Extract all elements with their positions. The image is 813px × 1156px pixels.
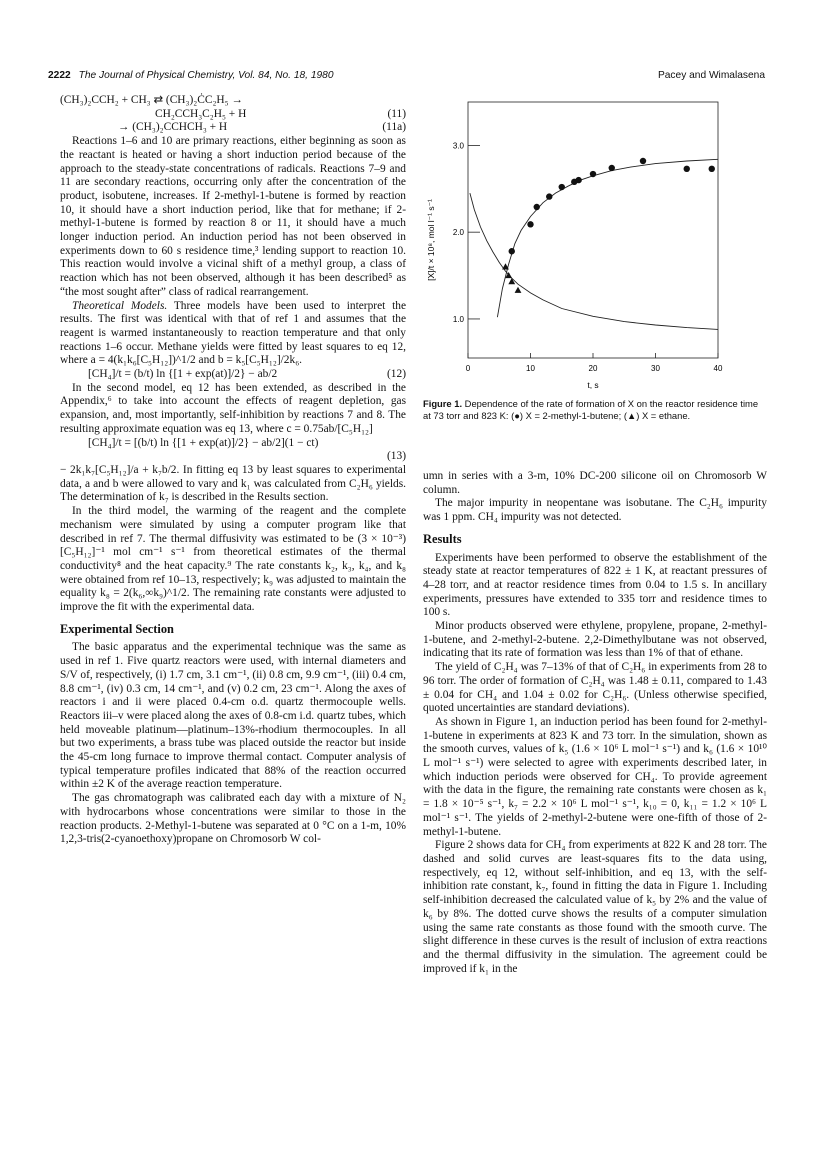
equation-12-text: [CH₄]/t = (b/t) ln {[1 + exp(at)]/2} − ab/2 [88, 368, 278, 381]
data-point-2-methyl-1-butene [709, 166, 715, 172]
equation-13-text: [CH₄]/t = [(b/t) ln {[1 + exp(at)]/2} − ab/2](1 − ct) [88, 436, 319, 449]
paragraph: As shown in Figure 1, an induction period has been found for 2-methyl-1-butene in experiments at 823 K and 73 torr. In the simulation, shown as the smooth curves, values of k₅ (1.6 × 10⁶ L mol⁻¹ s⁻¹) and k₆ (1.6 × 10¹⁰ L mol⁻¹ s⁻¹) were selected to agree with experiments described later, in which induction periods were observed for CH₄. To provide agreement with the data in the figure, the remaining rate constants were chosen as k₁ = 1.8 × 10⁻⁵ s⁻¹, k₇ = 2.2 × 10⁶ L mol⁻¹ s⁻¹, k₁₀ = 0, k₁₁ = 1.2 × 10⁶ L mol⁻¹ s⁻¹. The yields of 2-methyl-2-butene were one-fifth of those of 2-methyl-1-butene. [423, 715, 767, 838]
x-tick-label: 30 [651, 364, 660, 373]
running-head-left [48, 70, 333, 81]
x-tick-label: 20 [588, 364, 598, 373]
data-point-2-methyl-1-butene [575, 177, 581, 183]
journal-citation: The Journal of Physical Chemistry, Vol. 84, No. 18, 1980 [78, 70, 334, 81]
running-head [48, 70, 765, 86]
data-point-2-methyl-1-butene [640, 158, 646, 164]
subsection-title: Theoretical Models. [72, 299, 168, 312]
plot-frame [468, 102, 718, 358]
x-tick-label: 0 [465, 364, 471, 373]
paragraph: The basic apparatus and the experimental technique was the same as used in ref 1. Five quartz reactors were used, with internal diameters and S/V of, respectively, (i) 1.7 cm, 3.1 cm⁻¹, (ii) 0.8 cm, 9.9 cm⁻¹, (iii) 0.4 cm, 8.8 cm⁻¹, (iv) 0.3 cm, 14 cm⁻¹, and (v) 0.2 cm, 23 cm⁻¹. Along the axes of reactors i and ii were placed 0.4-cm o.d. quartz thermocouple wells. Reactors iii–v were placed along the axes of 0.8-cm i.d. quartz tubes, which held moveable platinum—platinum–13%-rhodium thermocouples. In all but two experiments, a brass tube was placed outside the reactor but inside the 45-cm long furnace to improve thermal contact. Computer analysis of typical temperature profiles indicated that 88% of the reaction occurred within ±2 K of the average reaction temperature. [60, 641, 406, 791]
author-names: Pacey and Wimalasena [657, 70, 765, 81]
paragraph: Minor products observed were ethylene, propylene, propane, 2-methyl-1-butene, and 2-methyl-2-butene. 2,2-Dimethylbutane was not observed, indicating that its rate of formation was less than 1% of that of ethane. [423, 620, 767, 660]
section-heading-experimental: Experimental Section [60, 621, 174, 636]
paragraph: Experiments have been performed to observe the establishment of the steady state at reactor temperatures of 822 ± 1 K, at reactant pressures of 4–28 torr, and at reactor residence times from 0.04 to 1.5 s. In ancillary experiments, pressures have extended to 335 torr and residence times to 100 s. [423, 551, 767, 619]
eq11-line1: (CH₃)₂CCH₂ + CH₃ ⇄ (CH₃)₂ĊC₂H₅ → [60, 94, 243, 106]
equation-13-number-row [60, 450, 406, 464]
paragraph: The yield of C₂H₄ was 7–13% of that of C₂H₆ in experiments from 28 to 96 torr. The order of formation of C₂H₄ was 1.48 ± 0.11, compared to 1.43 ± 0.04 for CH₄ and 1.04 ± 0.02 for C₂H₆. (Unless otherwise specified, quoted uncertainties are standard deviations). [423, 661, 767, 715]
paragraph: In the second model, eq 12 has been extended, as described in the Appendix,⁶ to take into account the effects of reagent depletion, gas expansion, and, most importantly, self-inhibition by reactions 7 and 8. The resulting approximate equation was eq 13, where c = 0.75ab/[C₅H₁₂] [60, 381, 406, 435]
data-point-2-methyl-1-butene [609, 165, 615, 171]
y-tick-label: 3.0 [452, 141, 464, 151]
paragraph: The gas chromatograph was calibrated each day with a mixture of N₂ with hydrocarbons whose concentrations were similar to those in the reaction products. 2-Methyl-1-butene was separated at 0 °C on a 1-m, 10% 1,2,3-tris(2-cyanoethoxy)propane on Chromosorb W col- [60, 792, 406, 846]
left-column [60, 94, 406, 847]
data-point-ethane [508, 278, 515, 284]
paragraph: − 2k₁k₇[C₅H₁₂]/a + k₇b/2. In fitting eq 13 by least squares to experimental data, a and b were allowed to vary and k₁ was calculated from C₂H₆ yields. The determination of k₇ is described in the Results section. [60, 463, 406, 504]
data-point-2-methyl-1-butene [534, 204, 540, 210]
data-point-ethane [515, 287, 522, 293]
eq11-line2 [60, 108, 406, 122]
data-point-2-methyl-1-butene [509, 248, 515, 254]
right-column [423, 470, 767, 976]
fit-curve-2-methyl-1-butene [497, 159, 718, 317]
eq11a-product: → (CH₃)₂CCHCH₃ + H [118, 121, 228, 134]
figure-caption [423, 398, 767, 422]
y-axis-label: [X]/t × 10⁸, mol l⁻¹ s⁻¹ [426, 199, 436, 281]
caption-label: Figure 1. [423, 398, 463, 409]
x-axis-label: t, s [587, 380, 599, 390]
paragraph: Reactions 1–6 and 10 are primary reactions, either beginning as soon as the reactant is heated or having a short induction period because of the approach to the steady-state concentrations of radicals. Reactions 7–9 and 11 are secondary reactions, occurring only after the concentration of the product, isobutene, increases. If 2-methyl-1-butene is formed by reaction 10, it should have a short induction period, like that for methane; if 2-methyl-1-butene is formed by reaction 8 or 11, it should have a much longer induction period. An induction period has not been observed in experiments down to 60 s residence time,³ lending support to reaction 10. This reaction would involve a vicinal shift of a methyl group, a class of reaction which has not been observed, although it has been described⁵ as “the most sought after” class of radical rearrangement. [60, 135, 406, 298]
y-tick-label: 1.0 [452, 314, 464, 324]
equation-12 [60, 368, 406, 382]
eq11a-line [60, 121, 406, 135]
eq11-number: (11) [387, 107, 406, 120]
figure-1-chart [420, 96, 766, 396]
data-point-2-methyl-1-butene [527, 221, 533, 227]
fit-curve-ethane [470, 193, 718, 329]
equation-13 [60, 437, 406, 451]
equation-13-number: (13) [387, 450, 406, 463]
caption-text: Dependence of the rate of formation of X on the reactor residence time at 73 torr and 823 K: (●) X = 2-methyl-1-butene; (▲) X = ethane. [423, 398, 759, 421]
section-heading-results: Results [423, 531, 462, 546]
paragraph [60, 300, 406, 369]
page-number: 2222 [48, 70, 71, 81]
x-tick-label: 40 [713, 364, 723, 373]
data-point-2-methyl-1-butene [590, 171, 596, 177]
paragraph: In the third model, the warming of the reagent and the complete mechanism were simulated by using a computer program like that described in ref 7. The thermal diffusivity was estimated to be (3 × 10⁻³)[C₅H₁₂]⁻¹ mol cm⁻¹ s⁻¹ from theoretical estimates of the thermal conductivity⁸ and the heat capacity.⁹ The rate constants k₂, k₃, k₄, and k₈ were obtained from ref 10–13, respectively; k₉ was adjusted to maintain the equality k₈ = 2(k₆,∞k₉)^1/2. The remaining rate constants were adjusted to improve the fit with the experimental data. [60, 505, 406, 614]
data-point-2-methyl-1-butene [559, 184, 565, 190]
data-point-2-methyl-1-butene [684, 166, 690, 172]
x-tick-label: 10 [526, 364, 535, 373]
data-point-2-methyl-1-butene [546, 193, 552, 199]
eq11a-number: (11a) [382, 121, 406, 134]
y-tick-label: 2.0 [452, 228, 464, 238]
equation-12-number: (12) [387, 368, 406, 381]
eq11-product: CH₂CCH₃C₂H₅ + H [155, 107, 247, 120]
figure-1 [420, 96, 766, 396]
paragraph: Figure 2 shows data for CH₄ from experiments at 822 K and 28 torr. The dashed and solid curves are least-squares fits to the data using, respectively, eq 12, without self-inhibition, and eq 13, with the self-inhibition rate constant, k₇, found in fitting the data in Figure 1. Including self-inhibition decreased the calculated value of k₅ by 2% and the value of k₆ by 8%. The dotted curve shows the results of a computer simulation using the same rate constants as those found with the smooth curve. The slight difference in these curves is the result of inclusion of extra reactions and the thermal diffusivity in the simulation. The agreement could be improved if k₁ in the [423, 839, 767, 975]
paragraph: umn in series with a 3-m, 10% DC-200 silicone oil on Chromosorb W column. [423, 470, 767, 496]
paragraph: The major impurity in neopentane was isobutane. The C₂H₆ impurity was 1 ppm. CH₄ impurity was not detected. [423, 497, 767, 524]
paragraph-text: Three models have been used to interpret the results. The first was identical with that of ref 1 and assumes that the reagent is warmed instantaneously to reaction temperature and that only reactions 1–6 occur. Methane yields were fitted by least squares to eq 12, where a = 4(k₁k₆[C₅H₁₂])^1/2 and b = k₅[C₅H₁₂]/2k₆. [60, 299, 407, 367]
